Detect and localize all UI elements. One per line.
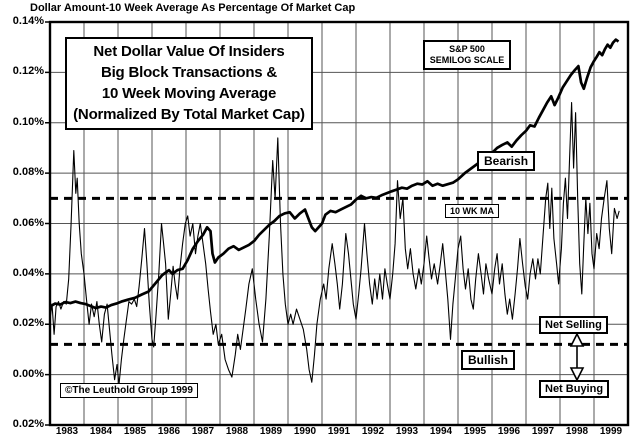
y-axis-tick-label: 0.10% bbox=[12, 115, 44, 128]
chart-title-line-1: Net Dollar Value Of Insiders bbox=[93, 43, 285, 60]
y-axis-tick-label: 0.02% bbox=[12, 317, 44, 330]
ma-legend-label: 10 WK MA bbox=[445, 204, 499, 218]
x-axis-tick-label: 1989 bbox=[259, 426, 283, 437]
y-axis-tick-label: 0.14% bbox=[12, 15, 44, 27]
x-axis-tick-label: 1995 bbox=[463, 426, 487, 437]
bearish-zone-label: Bearish bbox=[477, 151, 535, 171]
y-axis-tick-label: 0.02% bbox=[12, 418, 44, 430]
chart-title-box bbox=[65, 37, 313, 130]
y-axis-tick-label: 0.06% bbox=[12, 216, 44, 229]
chart-title-line-2: Big Block Transactions & bbox=[100, 64, 278, 81]
y-axis-tick-label: 0.12% bbox=[12, 65, 44, 78]
x-axis-tick-label: 1993 bbox=[395, 426, 419, 437]
net-selling-buying-arrow bbox=[571, 334, 583, 380]
top-axis-title: Dollar Amount-10 Week Average As Percentage Of Market Cap bbox=[30, 2, 356, 14]
net-buying-label: Net Buying bbox=[539, 380, 609, 398]
chart-title-line-4: (Normalized By Total Market Cap) bbox=[73, 106, 305, 123]
y-axis-tick-label: 0.08% bbox=[12, 166, 44, 179]
x-axis-tick-label: 1983 bbox=[55, 426, 79, 437]
x-axis-tick-label: 1994 bbox=[429, 426, 453, 437]
x-axis-tick-label: 1996 bbox=[497, 426, 521, 437]
x-axis-tick-label: 1997 bbox=[531, 426, 555, 437]
bullish-zone-label: Bullish bbox=[461, 350, 515, 370]
copyright-label: ©The Leuthold Group 1999 bbox=[60, 383, 198, 398]
sp500-legend-line-1: S&P 500 bbox=[449, 44, 485, 54]
x-axis-tick-label: 1985 bbox=[123, 426, 147, 437]
sp500-legend-box bbox=[423, 40, 511, 70]
x-axis-tick-label: 1990 bbox=[293, 426, 317, 437]
x-axis-tick-label: 1988 bbox=[225, 426, 249, 437]
sp500-legend-line-2: SEMILOG SCALE bbox=[429, 55, 505, 65]
y-axis-tick-label: 0.00% bbox=[12, 367, 44, 380]
x-axis-tick-label: 1998 bbox=[565, 426, 589, 437]
x-axis-tick-label: 1987 bbox=[191, 426, 215, 437]
chart-title-line-3: 10 Week Moving Average bbox=[101, 85, 277, 102]
insider-ma-line bbox=[50, 103, 619, 385]
x-axis-tick-label: 1984 bbox=[89, 426, 113, 437]
y-axis-tick-label: 0.04% bbox=[12, 266, 44, 279]
x-axis-tick-label: 1991 bbox=[327, 426, 351, 437]
net-selling-label: Net Selling bbox=[539, 316, 608, 334]
x-axis-tick-label: 1999 bbox=[599, 426, 623, 437]
x-axis-tick-label: 1992 bbox=[361, 426, 385, 437]
x-axis-tick-label: 1986 bbox=[157, 426, 181, 437]
